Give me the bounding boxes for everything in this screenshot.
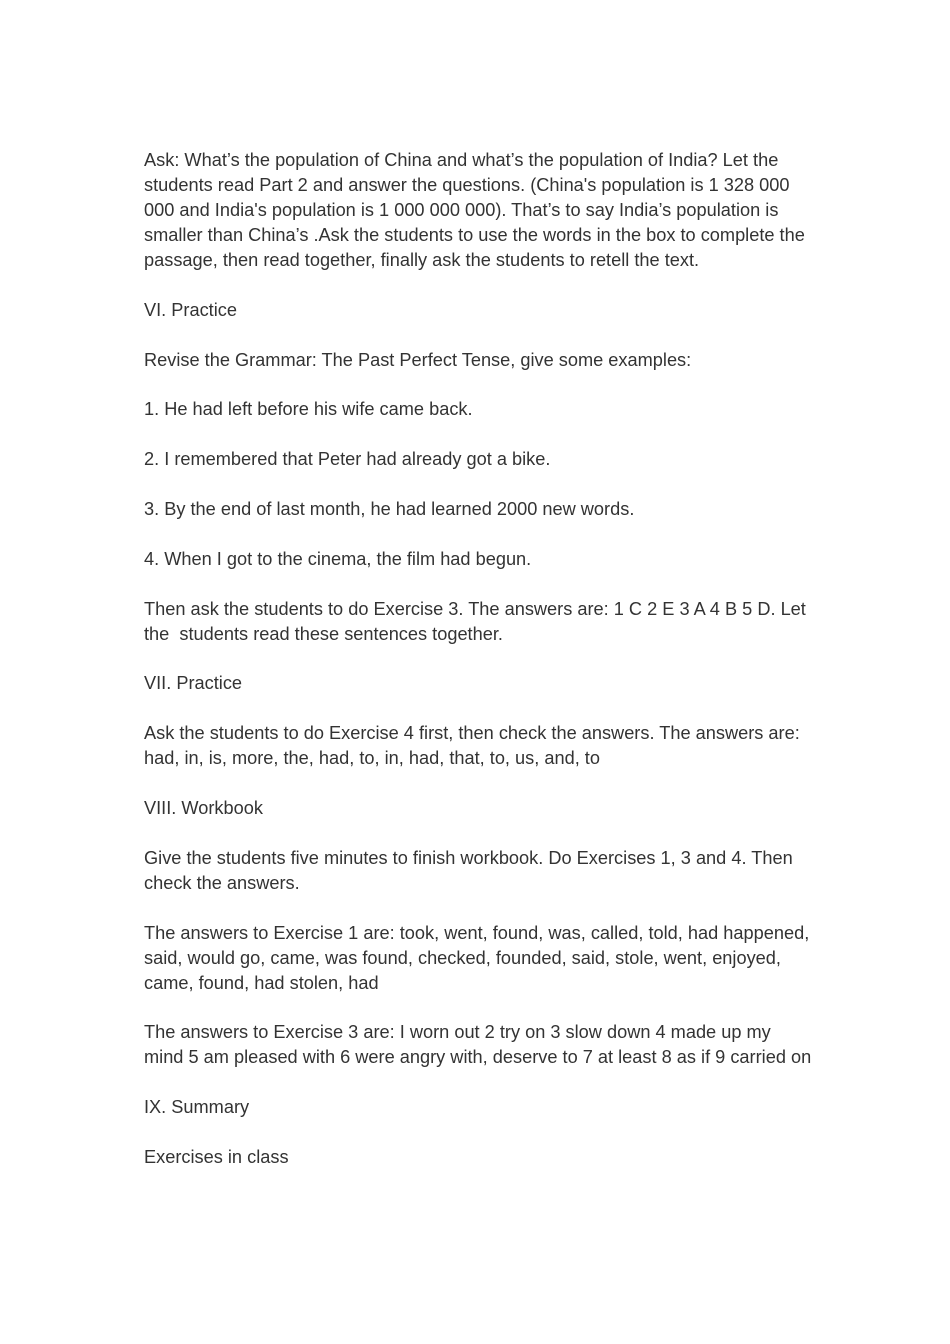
paragraph-workbook-answers-1: The answers to Exercise 1 are: took, went, found, was, called, told, had happened, said, would go, came, was found, checked, founded, said, stole, went, enjoyed, came, found, had stolen, had bbox=[144, 922, 815, 993]
paragraph-workbook-answers-3: The answers to Exercise 3 are: I worn out 2 try on 3 slow down 4 made up my mind 5 am pleased with 6 were angry with, deserve to 7 at least 8 as if 9 carried on bbox=[144, 1022, 812, 1068]
heading-vi-practice: VI. Practice bbox=[144, 299, 237, 320]
example-4: 4. When I got to the cinema, the film had begun. bbox=[144, 548, 532, 569]
heading-viii-workbook: VIII. Workbook bbox=[144, 797, 263, 818]
example-3: 3. By the end of last month, he had learned 2000 new words. bbox=[144, 498, 635, 519]
paragraph-revise-grammar: Revise the Grammar: The Past Perfect Tense, give some examples: bbox=[144, 349, 692, 370]
heading-vii-practice: VII. Practice bbox=[144, 673, 243, 694]
paragraph-population: Ask: What’s the population of China and what’s the population of India? Let the students read Part 2 and answer the questions. (China's population is 1 328 000 000 and India's population is 1 000 000 000). That’s to say India’s population is smaller than China’s .Ask the students to use the words in the box to complete the passage, then read together, finally ask the students to retell the text. bbox=[144, 150, 810, 270]
document-page bbox=[144, 148, 815, 1195]
paragraph-exercises-in-class: Exercises in class bbox=[144, 1146, 289, 1167]
paragraph-exercise-3: Then ask the students to do Exercise 3. The answers are: 1 C 2 E 3 A 4 B 5 D. Let the students read these sentences together. bbox=[144, 598, 811, 644]
example-2: 2. I remembered that Peter had already got a bike. bbox=[144, 449, 551, 470]
heading-ix-summary: IX. Summary bbox=[144, 1097, 250, 1118]
example-1: 1. He had left before his wife came back. bbox=[144, 399, 473, 420]
paragraph-exercise-4: Ask the students to do Exercise 4 first, then check the answers. The answers are: had, in, is, more, the, had, to, in, had, that, to, us, and, to bbox=[144, 723, 805, 769]
paragraph-workbook: Give the students five minutes to finish workbook. Do Exercises 1, 3 and 4. Then check the answers. bbox=[144, 847, 798, 893]
